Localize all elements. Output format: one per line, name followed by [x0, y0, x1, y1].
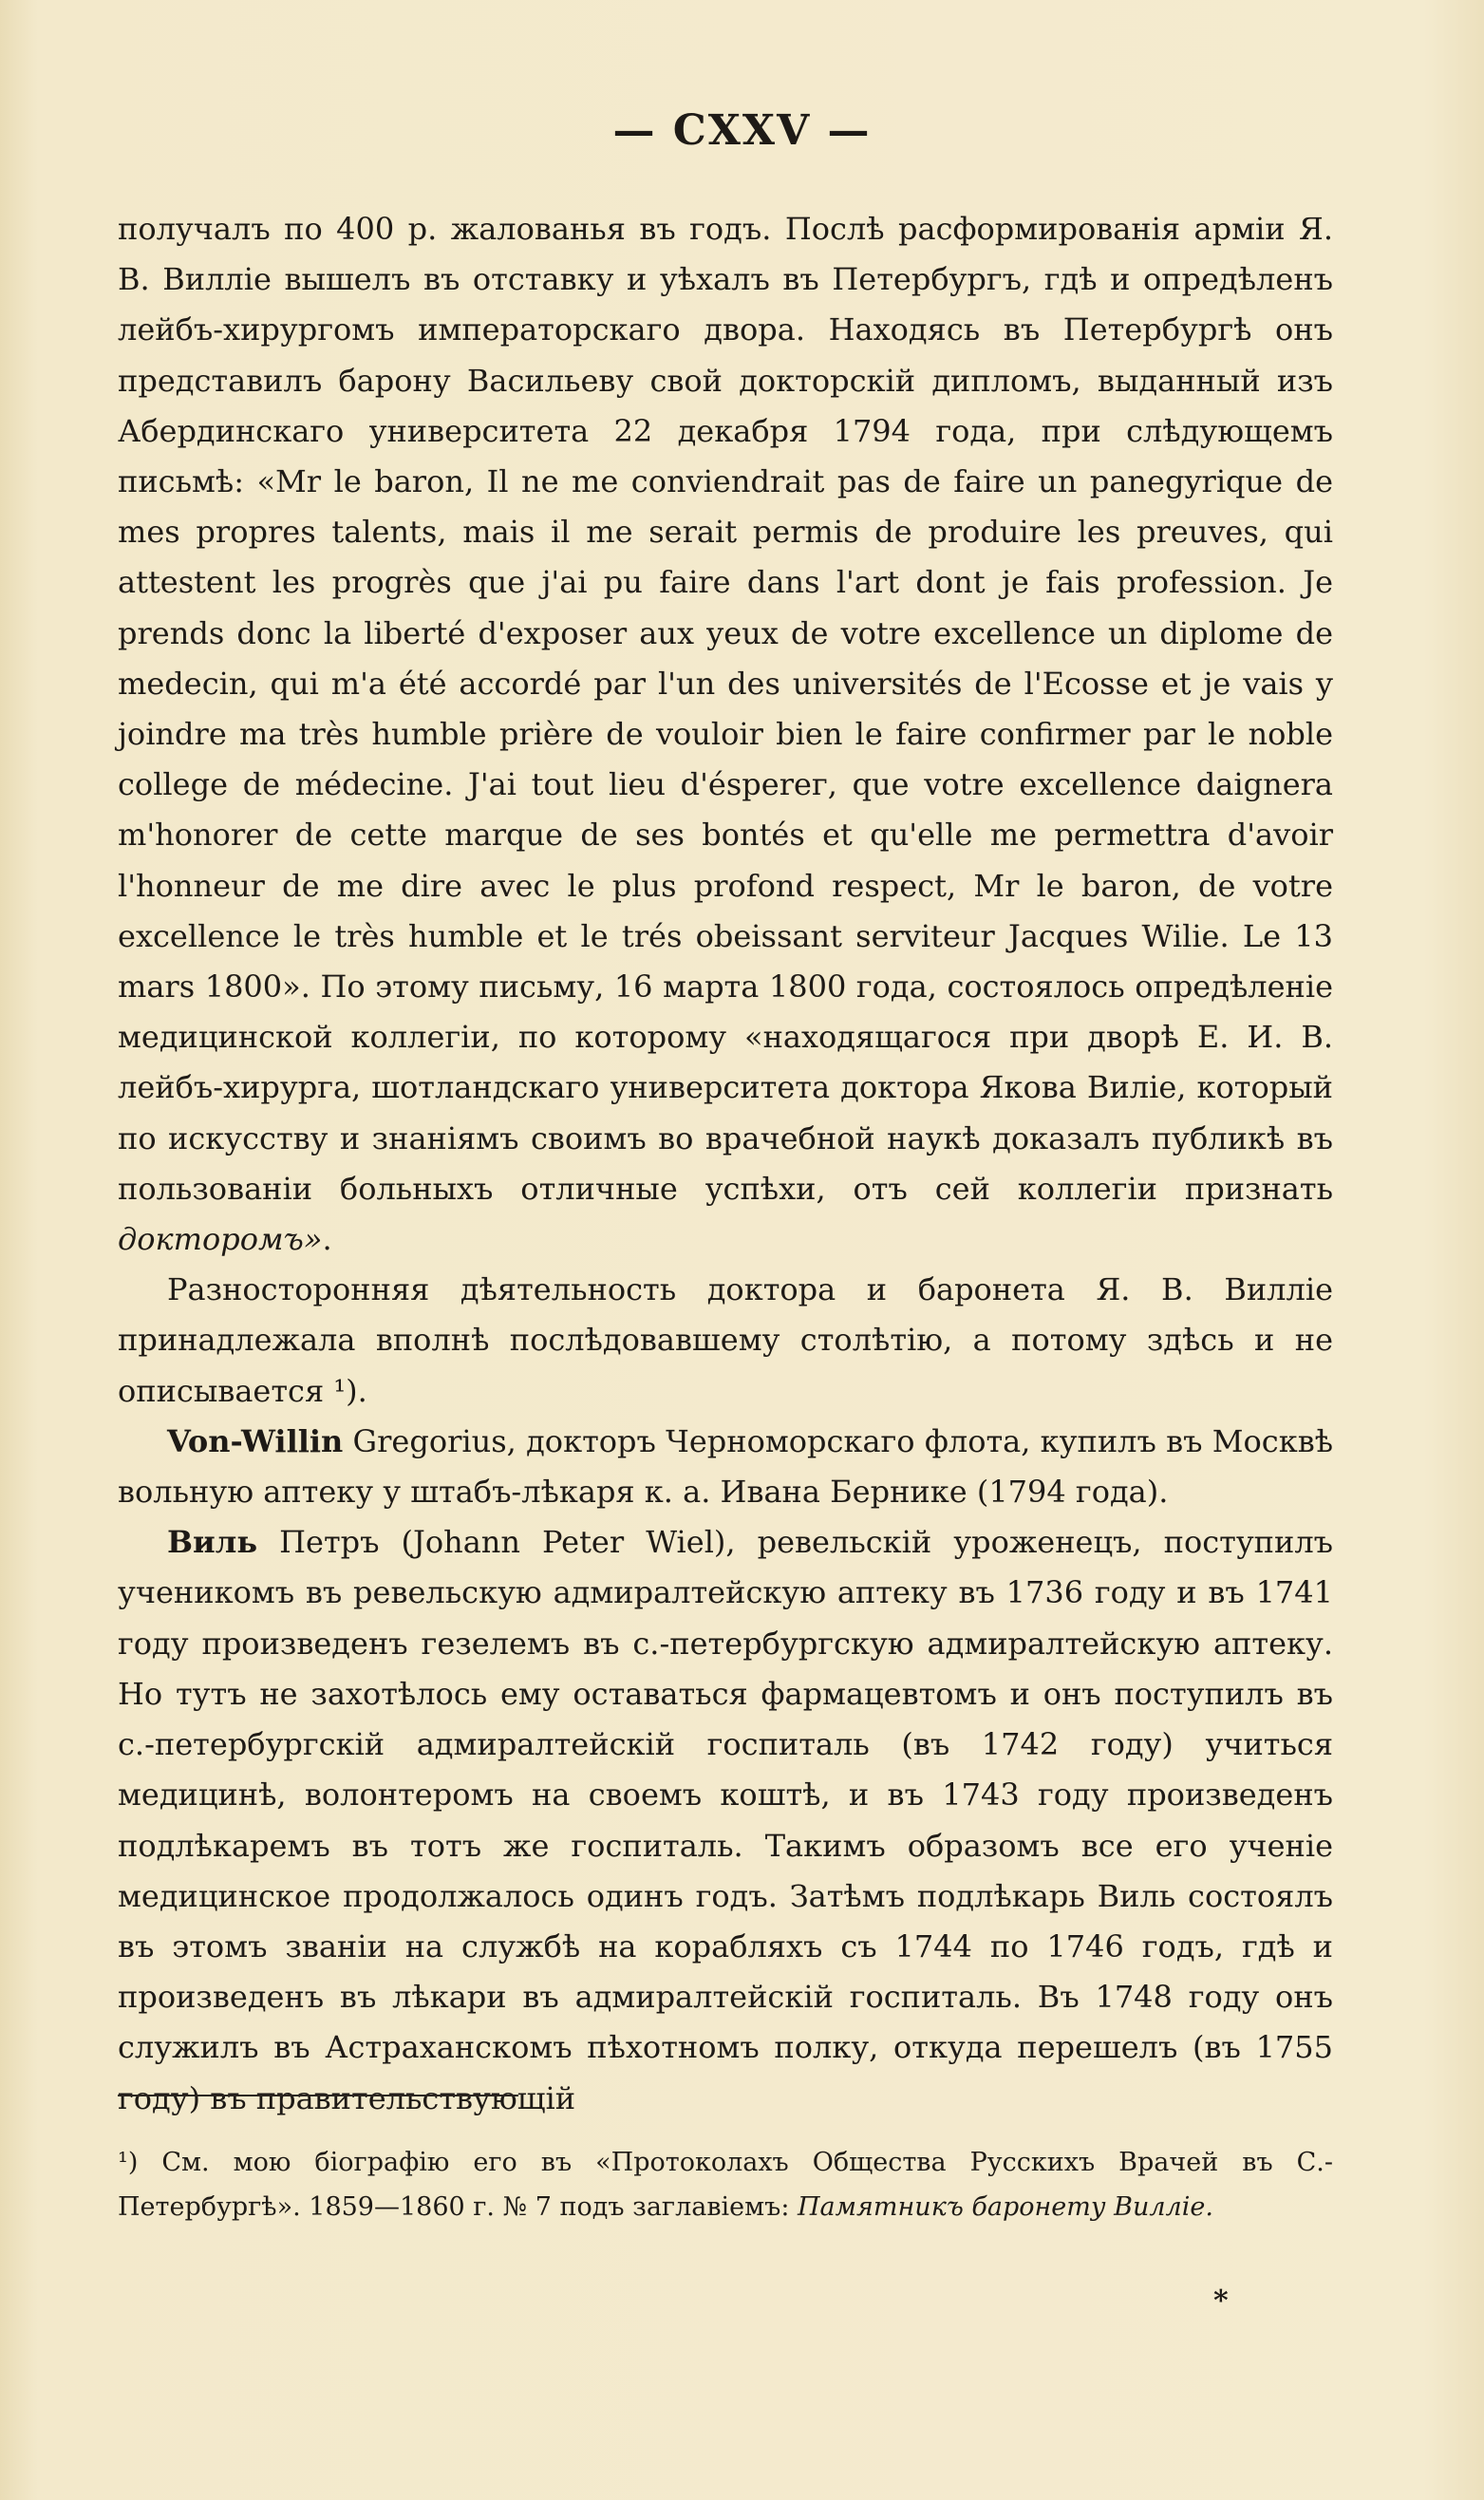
main-text [118, 204, 1333, 2124]
entry-heading: Von-Willin [167, 1422, 344, 1459]
signature-mark: * [1213, 2284, 1229, 2318]
entry-von-willin [118, 1417, 1333, 1517]
paragraph-text: Разносторонняя дѣятельность доктора и баронета Я. В. Вилліе принадлежала вполнѣ послѣдовавшему столѣтію, а потому здѣсь и не описывается ¹). [118, 1271, 1333, 1409]
paragraph-text: получалъ по 400 р. жалованья въ годъ. Послѣ расформированія арміи Я. В. Вилліе вышелъ въ отставку и уѣхалъ въ Петербургъ, гдѣ и опредѣленъ лейбъ-хирургомъ императорскаго двора. Находясь въ Петербургѣ онъ представилъ барону Васильеву свой докторскій дипломъ, выданный изъ Абердинскаго университета 22 декабря 1794 года, при слѣдующемъ письмѣ: «Mr le baron, Il ne me conviendrait pas de faire un panegyrique de mes propres talents, mais il me serait permis de produire les preuves, qui attestent les progrès que j'ai pu faire dans l'art dont je fais profession. Je prends donc la liberté d'exposer aux yeux de votre excellence un diplome de medecin, qui m'a été accordé par l'un des universités de l'Ecosse et je vais y joindre ma très humble prière de vouloir bien le faire confirmer par le noble college de médecine. J'ai tout lieu d'éspereг, que votre excellence daignera m'honorer de cette marque de ses bontés et qu'elle me permettra d'avoir l'honneur de me dire avec le plus profond respect, Mr le baron, de votre excellence le très humble et le trés obeissant serviteur Jacques Wilie. Le 13 mars 1800». По этому письму, 16 марта 1800 года, состоялось опредѣленіе медицинской коллегіи, по которому «находящагося при дворѣ Е. И. В. лейбъ-хирурга, шотландскаго университета доктора Якова Виліе, который по искусству и знаніямъ своимъ во врачебной наукѣ доказалъ публикѣ въ пользованіи больныхъ отличные успѣхи, отъ сей коллегіи признать [118, 211, 1333, 1207]
entry-vil-petr [118, 1517, 1333, 2123]
paragraph-villie-activity [118, 1265, 1333, 1417]
entry-text: Gregorius, докторъ Черноморскаго флота, купилъ въ Москвѣ вольную аптеку у штабъ-лѣкаря к. а. Ивана Бернике (1794 года). [118, 1422, 1333, 1511]
italic-term: докторомъ» [118, 1221, 323, 1258]
paragraph-text: . [322, 1221, 332, 1258]
page-number: — CXXV — [612, 106, 872, 155]
entry-heading: Виль [167, 1524, 258, 1561]
footnote-italic-title: Памятникъ баронету Вилліе. [798, 2192, 1213, 2222]
paragraph-villie-letter [118, 204, 1333, 1265]
entry-text: Петръ (Johann Peter Wiel), ревельскій уроженецъ, поступилъ ученикомъ въ ревельскую адмиралтейскую аптеку въ 1736 году и въ 1741 году произведенъ гезелемъ въ с.-петербургскую адмиралтейскую аптеку. Но тутъ не захотѣлось ему оставаться фармацевтомъ и онъ поступилъ въ с.-петербургскій адмиралтейскій госпиталь (въ 1742 году) учиться медицинѣ, волонтеромъ на своемъ коштѣ, и въ 1743 году произведенъ подлѣкаремъ въ тотъ же госпиталь. Такимъ образомъ все его ученіе медицинское продолжалось одинъ годъ. Затѣмъ подлѣкарь Виль состоялъ въ этомъ званіи на службѣ на корабляхъ съ 1744 по 1746 годъ, гдѣ и произведенъ въ лѣкари въ адмиралтейскій госпиталь. Въ 1748 году онъ служилъ въ Астраханскомъ пѣхотномъ полку, откуда перешелъ (въ 1755 году) въ правительствующій [118, 1524, 1333, 2116]
footnote-text: ¹) См. мою біографію его въ «Протоколахъ Общества Русскихъ Врачей въ С.-Петербургѣ». 1859—1860 г. № 7 подъ заглавіемъ: [118, 2148, 1333, 2222]
footnote [118, 2140, 1333, 2229]
footnote-divider [118, 2095, 518, 2096]
